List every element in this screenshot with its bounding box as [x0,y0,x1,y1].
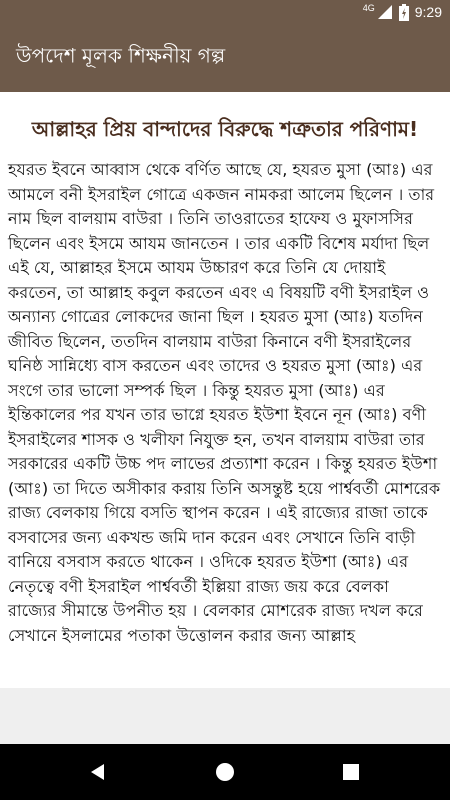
battery-icon [399,4,409,21]
recents-icon [342,763,360,781]
recents-button[interactable] [321,744,381,800]
home-icon [214,761,236,783]
status-icons [363,0,442,24]
back-icon [88,762,108,782]
app-bar [0,24,450,92]
status-bar [0,0,450,24]
network-label: 4G [362,3,375,13]
status-time: 9:29 [414,4,442,20]
navigation-bar [0,744,450,800]
article-body: হযরত ইবনে আব্বাস থেকে বর্ণিত আছে যে, হযরত মুসা (আঃ) এর আমলে বনী ইসরাইল গোত্রে একজন নামকরা আলেম ছিলেন । তার নাম ছিল বালয়াম বাউরা । তিনি তাওরাতের হাফেয ও মুফাসসির ছিলেন এবং ইসমে আযম জানতেন । তার একটি বিশেষ মর্যাদা ছিল এই যে, আল্লাহর ইসমে আযম উচ্চারণ করে তিনি যে দোয়াই করতেন, তা আল্লাহ কবুল করতেন এবং এ বিষয়টি বণী ইসরাইল ও অন্যান্য গোত্রের লোকদের জানা ছিল । হযরত মুসা (আঃ) যতদিন জীবিত ছিলেন, ততদিন বালয়াম বাউরা কিনানে বণী ইসরাইলের ঘনিষ্ঠ সান্নিধ্যে বাস করতেন এবং তাদের ও হযরত মুসা (আঃ) এর সংগে তার ভালো সম্পর্ক ছিল । কিন্তু হযরত মুসা (আঃ) এর ইন্তিকালের পর যখন তার ভাগ্নে হযরত ইউশা ইবনে নূন (আঃ) বণী ইসরাইলের শাসক ও খলীফা নিযুক্ত হন, তখন বালয়াম বাউরা তার সরকারের একটি উচ্চ পদ লাভের প্রত্যাশা করেন । কিন্তু হযরত ইউশা (আঃ) তা দিতে অসীকার করায় তিনি অসন্তুষ্ট হয়ে পার্শ্ববর্তী মোশরেক রাজ্য বেলকায় গিয়ে বসতি স্থাপন করেন । এই রাজ্যের রাজা তাকে বসবাসের জন্য একখন্ড জমি দান করেন এবং সেখানে তিনি বাড়ী বানিয়ে বসবাস করতে থাকেন । ওদিকে হযরত ইউশা (আঃ) এর নেতৃত্বে বণী ইসরাইল পার্শ্ববর্তী ইল্লিয়া রাজ্য জয় করে বেলকা রাজ্যের সীমান্তে উপনীত হয় । বেলকার মোশরেক রাজ্য দখল করে সেখানে ইসলামের পতাকা উত্তোলন করার জন্য আল্লাহ [8,160,441,645]
back-button[interactable] [68,744,128,800]
article-content[interactable] [0,92,450,688]
bottom-area [0,688,450,744]
signal-icon [377,4,393,20]
home-button[interactable] [195,744,255,800]
article-title: আল্লাহর প্রিয় বান্দাদের বিরুদ্ধে শত্রুতার পরিণাম! [31,117,419,141]
app-title: উপদেশ মূলক শিক্ষনীয় গল্প [16,43,226,68]
